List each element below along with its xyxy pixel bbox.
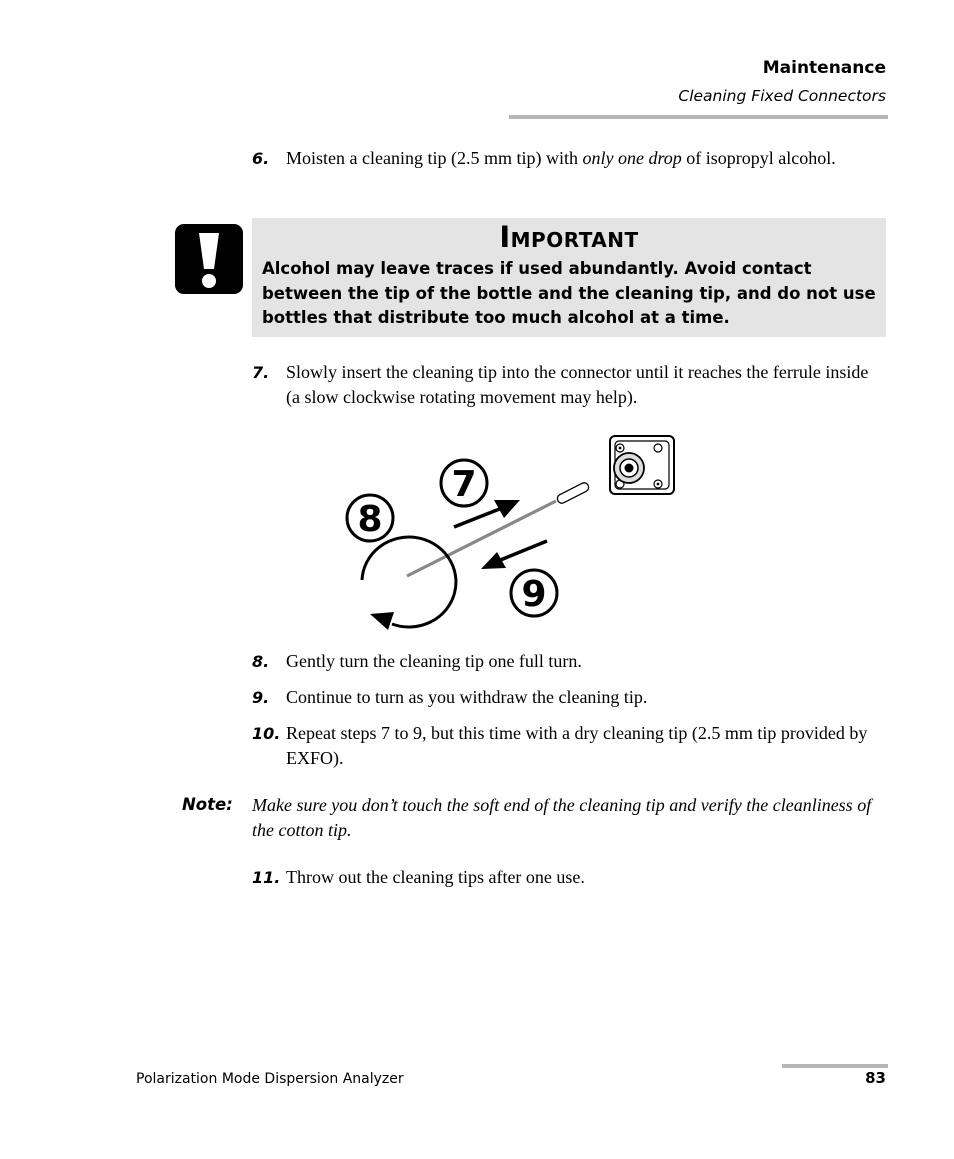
step-text: Throw out the cleaning tips after one use. [286,867,585,887]
step-text-emphasis: only one drop [582,148,682,168]
withdraw-arrow-icon [481,541,547,569]
step-8 [252,649,872,674]
step-text: Gently turn the cleaning tip one full turn. [286,651,582,671]
label-8-text: 8 [357,499,383,540]
illustration-svg [330,428,690,638]
step-number: 10. [252,724,281,743]
subsection-title: Cleaning Fixed Connectors [678,87,886,105]
note-label: Note: [182,795,233,814]
step-number: 7. [252,363,270,382]
step-number: 11. [252,868,281,887]
step-7 [252,360,872,410]
important-callout [252,218,886,337]
step-number: 8. [252,652,270,671]
label-7-text: 7 [451,464,477,505]
step-text-post: of isopropyl alcohol. [681,148,836,168]
step-number: 6. [252,149,270,168]
important-text: Alcohol may leave traces if used abundantly. Avoid contact between the tip of the bottle and the cleaning tip, and do not use bottles that distribute too much alcohol at a time. [262,259,876,327]
warning-exclamation-icon [175,224,243,294]
step-11 [252,865,872,890]
step-number: 9. [252,688,270,707]
step-10 [252,721,872,771]
header-rule [509,115,888,119]
connector-icon [610,436,674,494]
step-text: Slowly insert the cleaning tip into the connector until it reaches the ferrule inside (a slow clockwise rotating movement may help). [286,362,869,407]
step-9 [252,685,872,710]
footer-title: Polarization Mode Dispersion Analyzer [136,1071,404,1087]
rotation-arrow-icon [362,537,456,630]
important-title: Important [499,220,639,254]
page-number: 83 [865,1069,886,1087]
step-text: Continue to turn as you withdraw the cleaning tip. [286,687,648,707]
cleaning-procedure-illustration [330,428,690,638]
step-text [286,146,872,171]
step-text-pre: Moisten a cleaning tip (2.5 mm tip) with [286,148,583,168]
step-text: Repeat steps 7 to 9, but this time with a dry cleaning tip (2.5 mm tip provided by EXFO). [286,723,868,768]
note-text: Make sure you don’t touch the soft end of the cleaning tip and verify the cleanliness of the cotton tip. [252,795,872,840]
step-6 [252,146,872,171]
footer-rule [782,1064,888,1068]
label-8 [347,495,393,541]
label-9 [511,570,557,616]
label-7 [441,460,487,506]
section-title: Maintenance [762,58,886,78]
label-9-text: 9 [521,574,547,615]
